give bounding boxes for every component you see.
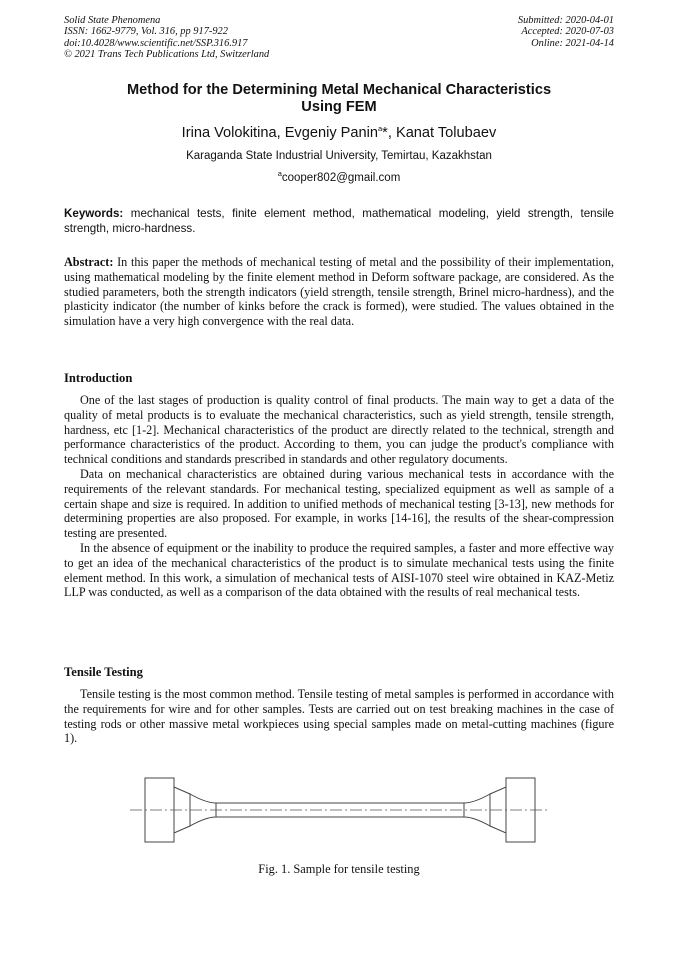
abstract-label: Abstract: [64,255,114,269]
corresponding-email [64,171,614,185]
author-names: Irina Volokitina, Evgeniy Panin [181,125,378,141]
submitted-date: Submitted: 2020-04-01 [517,15,614,26]
introduction-paragraph: One of the last stages of production is quality control of final products. The main way to get a data of the quality of metal products is to evaluate the mechanical characteristics, such as yield strength, tensile strength, hardness, etc [1-2]. Mechanical characteristics of the product are directly related to the technical, strength and performance characteristics of the product. According to them, you can judge the product's compliance with technical conditions and standards prescribed in standards and other regulatory documents. [64,393,614,467]
journal-name: Solid State Phenomena [64,15,161,26]
paper-title-line-1: Method for the Determining Metal Mechanical Characteristics [126,82,552,98]
introduction-body [64,393,614,600]
tensile-heading: Tensile Testing [64,665,143,679]
keywords-text: mechanical tests, finite element method, mathematical modeling, yield strength, tensile strength, micro-hardness. [64,207,614,235]
accepted-date: Accepted: 2020-07-03 [521,26,614,38]
paper-title-line-2: Using FEM [301,98,377,115]
introduction-paragraph: In the absence of equipment or the inability to produce the required samples, a faster and more effective way to get an idea of the mechanical characteristics of the product is to simulate mechanical tests using the finite element method. In this work, a simulation of mechanical tests of AISI-1070 steel wire obtained in KAZ-Metiz LLP was conducted, as well as a comparison of the data obtained with the results of real mechanical tests. [64,540,614,600]
paper-title [64,82,614,115]
introduction-paragraph: Data on mechanical characteristics are obtained during various mechanical tests in accordance with the requirements of the relevant standards. For mechanical testing, specialized equipment as well as sample of a certain shape and size is required. In addition to unified methods of mechanical testing [3-13], new methods for determining properties are also proposed. For example, in works [14-16], the results of the shear-compression testing are presented. [64,466,614,541]
introduction-heading: Introduction [64,371,133,385]
abstract [64,255,614,329]
author-names-cont: *, Kanat Tolubaev [382,125,497,141]
tensile-paragraph: Tensile testing is the most common method. Tensile testing of metal samples is performed in accordance with the requirements for wire and for other samples. Tests are carried out on test breaking machines in the case of testing rods or other massive metal workpieces using special samples made on metal-cutting machines (figure 1). [64,687,614,746]
journal-copyright: © 2021 Trans Tech Publications Ltd, Switzerland [64,49,270,61]
author-affil-sup: a [378,124,383,134]
figure-caption: Fig. 1. Sample for tensile testing [258,862,420,876]
author-list [64,124,614,142]
keywords-label: Keywords: [64,207,124,220]
journal-issn: ISSN: 1662-9779, Vol. 316, pp 917-922 [64,26,228,38]
email-sup: a [277,169,282,179]
tensile-sample-figure [128,770,552,850]
online-date: Online: 2021-04-14 [531,37,614,49]
email-address[interactable]: cooper802@gmail.com [281,172,401,184]
journal-doi[interactable]: doi:10.4028/www.scientific.net/SSP.316.917 [64,37,248,49]
tensile-body [64,687,614,746]
affiliation: Karaganda State Industrial University, Temirtau, Kazakhstan [186,150,492,162]
abstract-text: In this paper the methods of mechanical testing of metal and the possibility of their implementation, using mathematical modeling by the finite element method in Deform software package, are considered. As the studied parameters, both the strength indicators (yield strength, tensile strength, Brinel micro-hardness), and the plasticity indicator (the number of kinks before the crack is formed), were studied. The values obtained in the simulation have a very high convergence with the real data. [64,255,614,329]
journal-header-left [64,15,269,61]
keywords [64,206,614,236]
journal-header-right [518,15,614,49]
